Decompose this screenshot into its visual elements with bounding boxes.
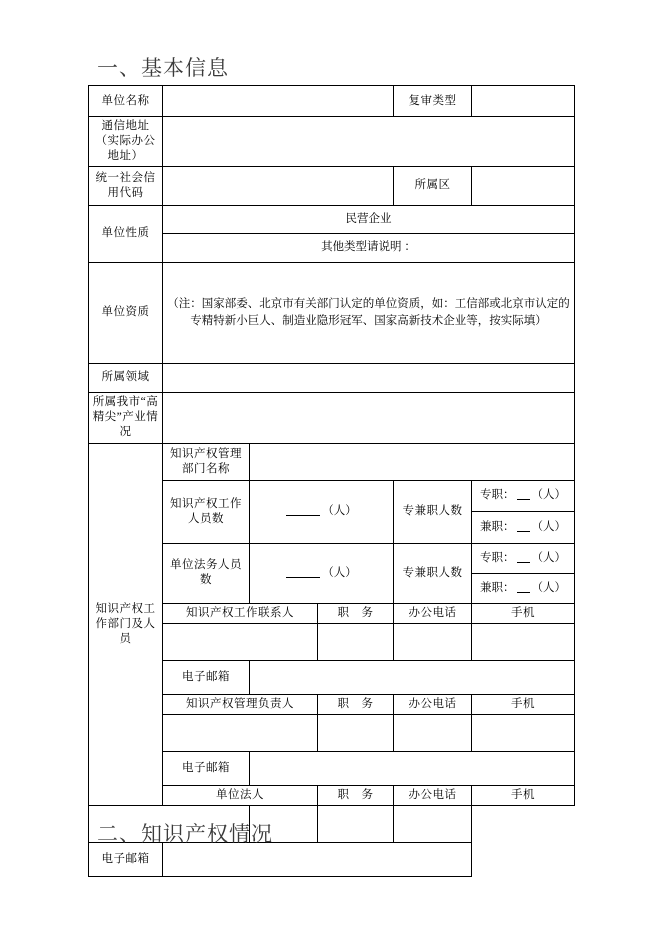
- table-row-unit-name: [89, 86, 575, 117]
- field-ip-staff-total[interactable]: [250, 480, 394, 543]
- field-high-precision-industry[interactable]: [163, 392, 575, 443]
- fill-line: [286, 567, 320, 578]
- table-row-unit-nature-value: [89, 205, 575, 233]
- section-heading-basic-info: 一、基本信息: [97, 56, 229, 80]
- field-other-type-note[interactable]: 其他类型请说明 ：: [163, 233, 575, 262]
- label-ip-manager: 知识产权管理负责人: [163, 694, 318, 714]
- label-unit-nature: 单位性质: [89, 205, 163, 262]
- field-legal-rep-email[interactable]: [163, 842, 472, 876]
- label-legal-staff-count: 单位法务人员数: [163, 543, 250, 603]
- label-legal-rep-position: 职 务: [318, 785, 394, 805]
- field-district[interactable]: [472, 166, 575, 205]
- field-legal-rep-office-phone[interactable]: [318, 805, 394, 842]
- field-credit-code[interactable]: [163, 166, 394, 205]
- label-legal-rep-email: 电子邮箱: [89, 842, 163, 876]
- field-legal-part-time[interactable]: [472, 573, 575, 603]
- label-ip-work-contact: 知识产权工作联系人: [163, 603, 318, 623]
- field-mailing-address[interactable]: [163, 117, 575, 167]
- value-private-enterprise: 民营企业: [163, 205, 575, 233]
- label-district: 所属区: [394, 166, 472, 205]
- unit-person: （人）: [531, 489, 567, 502]
- unit-person: （人）: [322, 566, 357, 579]
- label-ip-management-dept-name: 知识产权管理部门名称: [163, 443, 250, 480]
- field-unit-name[interactable]: [163, 86, 394, 117]
- table-row-field-domain: [89, 363, 575, 392]
- label-ip-dept-and-staff: 知识产权工作部门及人员: [89, 443, 163, 805]
- unit-person: （人）: [531, 520, 567, 533]
- field-ip-management-dept-name[interactable]: [250, 443, 575, 480]
- field-legal-full-time[interactable]: [472, 543, 575, 573]
- basic-info-table: [88, 85, 575, 877]
- field-unit-qualification-note[interactable]: （注：国家部委、北京市有关部门认定的单位资质，如：工信部或北京市认定的专精特新小巨人、制造业隐形冠军、国家高新技术企业等，按实际填）: [163, 262, 575, 363]
- field-review-type[interactable]: [472, 86, 575, 117]
- label-manager-office-phone: 办公电话: [394, 694, 472, 714]
- label-high-precision-industry: 所属我市“高精尖”产业情况: [89, 392, 163, 443]
- label-legal-rep-office-phone: 办公电话: [394, 785, 472, 805]
- unit-person: （人）: [531, 581, 567, 594]
- label-manager-position: 职 务: [318, 694, 394, 714]
- label-unit-qualification: 单位资质: [89, 262, 163, 363]
- fill-line: [517, 490, 530, 501]
- label-contact-mobile: 手机: [472, 603, 575, 623]
- unit-person: （人）: [322, 505, 357, 518]
- field-legal-staff-total[interactable]: [250, 543, 394, 603]
- fill-line: [517, 582, 530, 593]
- label-review-type: 复审类型: [394, 86, 472, 117]
- field-contact-email[interactable]: [250, 660, 575, 694]
- field-ip-full-time[interactable]: [472, 480, 575, 511]
- label-full-time: 专职：: [480, 489, 515, 502]
- field-contact-mobile[interactable]: [472, 623, 575, 660]
- label-legal-full-part-time-count: 专兼职人数: [394, 543, 472, 603]
- label-part-time: 兼职：: [480, 581, 515, 594]
- label-contact-office-phone: 办公电话: [394, 603, 472, 623]
- fill-line: [286, 506, 320, 517]
- label-legal-rep-mobile: 手机: [472, 785, 575, 805]
- label-manager-email: 电子邮箱: [163, 751, 250, 785]
- label-ip-full-part-time-count: 专兼职人数: [394, 480, 472, 543]
- label-mailing-address: 通信地址（实际办公地址）: [89, 117, 163, 167]
- section-heading-ip-status: 二、知识产权情况: [97, 822, 273, 846]
- table-row-high-precision-industry: [89, 392, 575, 443]
- label-credit-code: 统一社会信用代码: [89, 166, 163, 205]
- table-row-legal-rep-email: [89, 842, 575, 876]
- fill-line: [517, 552, 530, 563]
- field-field-domain[interactable]: [163, 363, 575, 392]
- table-row-mailing-address: [89, 117, 575, 167]
- label-field-domain: 所属领域: [89, 363, 163, 392]
- label-contact-position: 职 务: [318, 603, 394, 623]
- fill-line: [517, 521, 530, 532]
- field-manager-mobile[interactable]: [472, 714, 575, 751]
- label-contact-email: 电子邮箱: [163, 660, 250, 694]
- table-row-ip-dept-name: [89, 443, 575, 480]
- field-contact-position[interactable]: [318, 623, 394, 660]
- label-manager-mobile: 手机: [472, 694, 575, 714]
- field-contact-name[interactable]: [163, 623, 318, 660]
- field-ip-part-time[interactable]: [472, 511, 575, 543]
- table-row-unit-qualification: [89, 262, 575, 363]
- field-manager-office-phone[interactable]: [394, 714, 472, 751]
- label-legal-representative: 单位法人: [163, 785, 318, 805]
- field-contact-office-phone[interactable]: [394, 623, 472, 660]
- field-manager-position[interactable]: [318, 714, 394, 751]
- unit-person: （人）: [531, 551, 567, 564]
- label-unit-name: 单位名称: [89, 86, 163, 117]
- label-ip-staff-count: 知识产权工作人员数: [163, 480, 250, 543]
- table-row-credit-code: [89, 166, 575, 205]
- field-manager-name[interactable]: [163, 714, 318, 751]
- field-manager-email[interactable]: [250, 751, 575, 785]
- label-full-time: 专职：: [480, 551, 515, 564]
- label-part-time: 兼职：: [480, 520, 515, 533]
- field-legal-rep-mobile[interactable]: [394, 805, 472, 842]
